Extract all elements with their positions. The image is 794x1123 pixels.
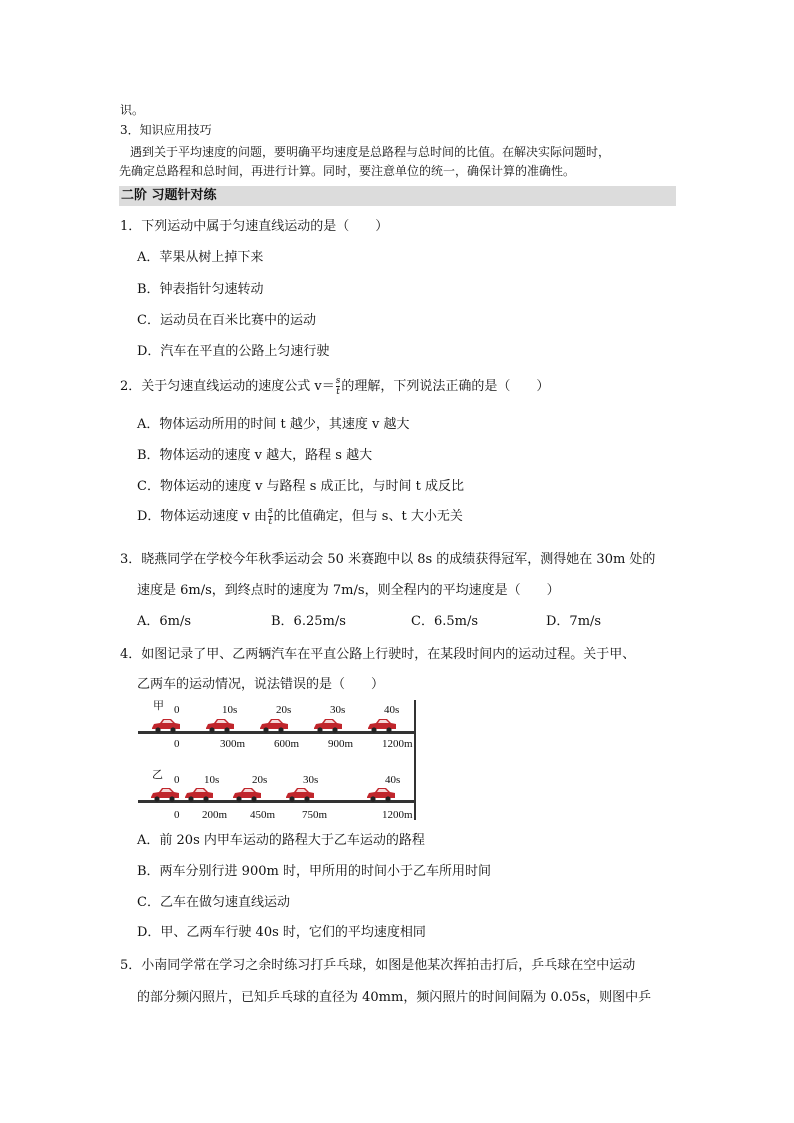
q1-option-b: B．钟表指针匀速转动 <box>137 282 264 297</box>
q4-option-c: C．乙车在做匀速直线运动 <box>137 895 290 910</box>
q2-option-d-post: 的比值确定，但与 s、t 大小无关 <box>273 509 463 524</box>
q2-option-b: B．物体运动的速度 v 越大，路程 s 越大 <box>137 448 373 463</box>
jia-time-1: 10s <box>222 704 238 716</box>
q2-option-d-pre: D．物体运动速度 v 由 <box>137 509 268 524</box>
q3-line-1: 3．晓燕同学在学校今年秋季运动会 50 米赛跑中以 8s 的成绩获得冠军，测得她在 30m 处的 <box>120 552 656 567</box>
jia-dist-2: 600m <box>274 738 300 750</box>
q4-line-1: 4．如图记录了甲、乙两辆汽车在平直公路上行驶时，在某段时间内的运动过程。关于甲、 <box>120 647 636 662</box>
q3-option-a: A．6m/s <box>137 614 192 629</box>
finish-line <box>414 700 416 820</box>
yi-time-3: 30s <box>303 774 319 786</box>
q2-option-c: C．物体运动的速度 v 与路程 s 成正比，与时间 t 成反比 <box>137 479 464 494</box>
q1-stem: 1．下列运动中属于匀速直线运动的是（ ） <box>120 219 389 234</box>
car-motion-diagram <box>138 698 420 823</box>
q2-formula-fraction <box>336 376 341 397</box>
jia-time-3: 30s <box>330 704 346 716</box>
q2-option-d <box>137 504 463 530</box>
jia-time-4: 40s <box>384 704 400 716</box>
q2-stem-post: 的理解，下列说法正确的是（ ） <box>341 379 550 394</box>
q2-stem <box>120 374 549 400</box>
q1-option-d: D．汽车在平直的公路上匀速行驶 <box>137 344 330 359</box>
car-icon <box>368 719 396 733</box>
label-yi: 乙 <box>152 768 163 781</box>
q3-line-2: 速度是 6m/s，到终点时的速度为 7m/s，则全程内的平均速度是（ ） <box>137 583 560 598</box>
jia-dist-3: 900m <box>328 738 354 750</box>
fraction-numerator: s <box>335 376 341 386</box>
intro-tail: 识。 <box>120 103 145 117</box>
q3-option-b: B．6.25m/s <box>271 614 346 629</box>
section-title-text: 二阶 习题针对练 <box>121 188 217 203</box>
fraction-numerator: s <box>268 506 273 516</box>
q3-option-d: D．7m/s <box>546 614 602 629</box>
yi-time-2: 20s <box>252 774 268 786</box>
car-icon <box>260 719 288 733</box>
car-icon <box>233 788 261 802</box>
car-icon <box>206 719 234 733</box>
jia-dist-4: 1200m <box>382 738 413 750</box>
yi-time-1: 10s <box>204 774 220 786</box>
diagram-lines <box>138 698 420 823</box>
label-jia: 甲 <box>153 699 164 712</box>
jia-dist-1: 300m <box>220 738 246 750</box>
car-icon <box>152 719 180 733</box>
q4-option-a: A．前 20s 内甲车运动的路程大于乙车运动的路程 <box>137 833 425 848</box>
car-icon <box>314 719 342 733</box>
yi-time-4: 40s <box>385 774 401 786</box>
car-icon <box>151 788 179 802</box>
yi-dist-1: 200m <box>202 809 228 821</box>
fraction-denominator: t <box>336 387 340 397</box>
q4-option-d: D．甲、乙两车行驶 40s 时，它们的平均速度相同 <box>137 925 426 940</box>
tip-line-2: 先确定总路程和总时间，再进行计算。同时，要注意单位的统一，确保计算的准确性。 <box>119 164 576 178</box>
q4-option-b: B．两车分别行进 900m 时，甲所用的时间小于乙车所用时间 <box>137 864 491 879</box>
jia-dist-0: 0 <box>174 738 180 750</box>
car-icon <box>286 788 314 802</box>
yi-dist-2: 450m <box>250 809 276 821</box>
q1-option-c: C．运动员在百米比赛中的运动 <box>137 313 316 328</box>
q3-option-c: C．6.5m/s <box>411 614 478 629</box>
yi-dist-4: 1200m <box>382 809 413 821</box>
section-title <box>119 186 676 206</box>
q2-option-a: A．物体运动所用的时间 t 越少，其速度 v 越大 <box>137 417 410 432</box>
q4-line-2: 乙两车的运动情况，说法错误的是（ ） <box>137 677 385 692</box>
yi-dist-3: 750m <box>302 809 328 821</box>
car-icon <box>185 788 213 802</box>
jia-time-0: 0 <box>174 704 180 716</box>
fraction-denominator: t <box>268 517 273 527</box>
q5-line-1: 5．小南同学常在学习之余时练习打乒乓球，如图是他某次挥拍击打后，乒乓球在空中运动 <box>120 958 636 973</box>
q1-option-a: A．苹果从树上掉下来 <box>137 250 264 265</box>
yi-time-0: 0 <box>174 774 180 786</box>
jia-time-2: 20s <box>276 704 292 716</box>
tip-line-1: 遇到关于平均速度的问题，要明确平均速度是总路程与总时间的比值。在解决实际问题时， <box>130 145 611 159</box>
car-icon <box>367 788 395 802</box>
q2-option-d-fraction <box>268 506 273 527</box>
yi-dist-0: 0 <box>174 809 180 821</box>
q5-line-2: 的部分频闪照片，已知乒乓球的直径为 40mm，频闪照片的时间间隔为 0.05s，则图中乒 <box>137 990 652 1005</box>
tip-title: 3．知识应用技巧 <box>120 123 212 137</box>
q2-stem-pre: 2．关于匀速直线运动的速度公式 v＝ <box>120 379 335 394</box>
